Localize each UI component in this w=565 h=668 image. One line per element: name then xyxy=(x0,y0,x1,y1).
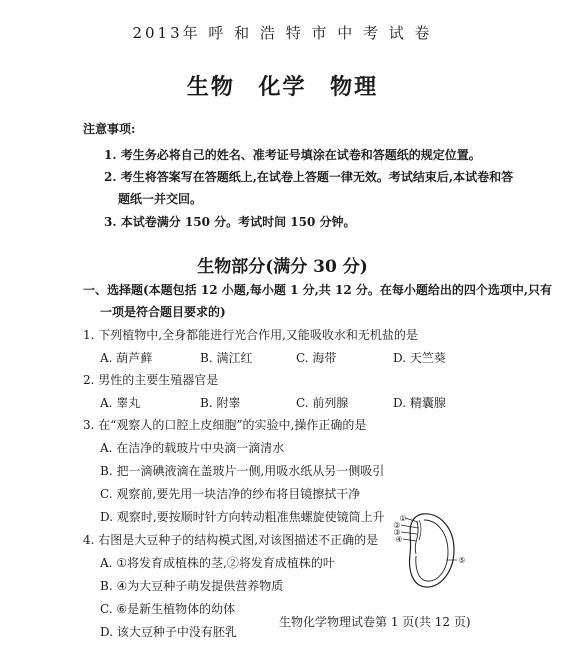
question-3-stem: 3. 在“观察人的口腔上皮细胞”的实验中,操作正确的是 xyxy=(83,418,367,432)
question-4-option-a: A. ①将发育成植株的茎,②将发育成植株的叶 xyxy=(100,556,335,570)
question-3-option-b: B. 把一滴碘液滴在盖玻片一侧,用吸水纸从另一侧吸引 xyxy=(100,464,385,478)
question-3-option-c: C. 观察前,要先用一块洁净的纱布将目镜擦拭干净 xyxy=(100,487,361,501)
notice-item-3: 3. 本试卷满分 150 分。考试时间 150 分钟。 xyxy=(104,215,356,229)
question-2-option-a: A. 睾丸 xyxy=(100,396,141,410)
seed-coat-outline xyxy=(410,514,454,587)
question-3-option-a: A. 在洁净的载玻片中央滴一滴清水 xyxy=(100,441,285,455)
page-footer: 生物化学物理试卷第 1 页(共 12 页) xyxy=(279,615,471,629)
question-2-option-c: C. 前列腺 xyxy=(296,396,349,410)
diagram-label-1: ① xyxy=(399,514,407,523)
notice-item-2: 2. 考生将答案写在答题纸上,在试卷上答题一律无效。考试结束后,本试卷和答 xyxy=(104,170,514,184)
question-4-stem: 4. 右图是大豆种子的结构模式图,对该图描述不正确的是 xyxy=(83,533,379,547)
embryo-axis xyxy=(415,522,418,554)
question-4-option-d: D. 该大豆种子中没有胚乳 xyxy=(100,625,237,639)
question-2-option-b: B. 附睾 xyxy=(200,396,241,410)
diagram-label-2: ② xyxy=(393,521,401,530)
notice-item-2-continued: 题纸一并交回。 xyxy=(118,192,203,206)
question-1-option-c: C. 海带 xyxy=(296,351,337,365)
question-1-stem: 1. 下列植物中,全身都能进行光合作用,又能吸收水和无机盐的是 xyxy=(83,328,418,342)
question-3-option-d: D. 观察时,要按顺时针方向转动粗准焦螺旋使镜筒上升 xyxy=(100,510,385,524)
part1-instruction: 一、选择题(本题包括 12 小题,每小题 1 分,共 12 分。在每小题给出的四个选项中,只有 xyxy=(83,283,553,297)
part1-instruction-continued: 一项是符合题目要求的) xyxy=(100,305,226,319)
biology-section-title: 生物部分(满分 30 分) xyxy=(197,257,368,277)
question-2-option-d: D. 精囊腺 xyxy=(393,396,446,410)
diagram-label-3: ③ xyxy=(393,528,401,537)
notice-item-1: 1. 考生务必将自己的姓名、准考证号填涂在试卷和答题纸的规定位置。 xyxy=(104,148,481,162)
exam-title: 2013年 呼 和 浩 特 市 中 考 试 卷 xyxy=(132,24,433,42)
soybean-seed-diagram xyxy=(388,508,468,590)
question-4-option-b: B. ④为大豆种子萌发提供营养物质 xyxy=(100,579,284,593)
question-1-option-b: B. 满江红 xyxy=(200,351,253,365)
question-2-stem: 2. 男性的主要生殖器官是 xyxy=(83,373,219,387)
diagram-label-5: ⑤ xyxy=(458,556,466,565)
question-1-option-a: A. 葫芦藓 xyxy=(100,351,153,365)
cotyledon-outline xyxy=(416,520,448,581)
subjects-heading: 生物 化学 物理 xyxy=(186,74,379,100)
question-1-option-d: D. 天竺葵 xyxy=(393,351,446,365)
diagram-label-4: ④ xyxy=(395,535,403,544)
notice-heading: 注意事项: xyxy=(83,122,136,136)
question-4-option-c: C. ⑥是新生植物体的幼体 xyxy=(100,602,236,616)
